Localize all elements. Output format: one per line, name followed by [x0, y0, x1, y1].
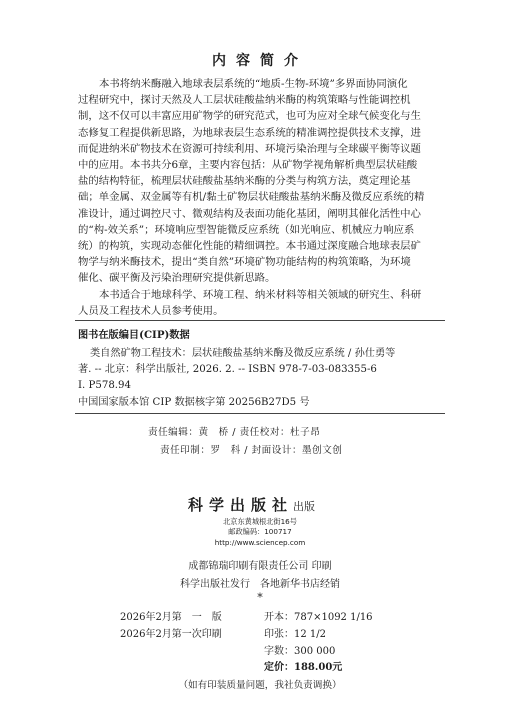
cip-line-isbn: 著. -- 北京：科学出版社, 2026. 2. -- ISBN 978-7-03-083355-6 — [78, 364, 377, 375]
publisher-logo — [188, 494, 315, 515]
intro-line: 人员及工程技术人员参考使用。 — [78, 305, 224, 318]
production-credits: 责任印制：罗 科 / 封面设计：墨创文创 — [160, 445, 343, 456]
intro-line: 统）的构筑，实现动态催化性能的精细调控。本书通过深度融合地球表层矿 — [78, 240, 421, 253]
publisher-suffix: 出版 — [293, 500, 316, 513]
intro-line: 础；单金属、双金属等有机/黏土矿物层状硅酸盐基纳米酶及微反应系统的精 — [78, 191, 425, 204]
intro-line: 而促进纳米矿物技术在资源可持续利用、环境污染治理与全球碳平衡等议题 — [78, 142, 421, 155]
intro-line: 催化、碳平衡及污染治理研究提供新思路。 — [78, 272, 276, 285]
editor-credits: 责任编辑：黄 桥 / 责任校对：杜子昂 — [148, 427, 321, 438]
format-info: 开本：787×1092 1/16 — [264, 612, 373, 623]
intro-paragraph-1 — [78, 76, 442, 287]
intro-line: 盐的结构特征，梳理层状硅酸盐基纳米酶的分类与构筑方法，奠定理论基 — [78, 175, 411, 188]
divider-top — [75, 320, 445, 321]
publisher-name: 科学出版社 — [188, 496, 294, 514]
intro-line: 准设计，通过调控尺寸、微观结构及表面功能化基团，阐明其催化活性中心 — [78, 207, 421, 220]
cip-heading: 图书在版编目(CIP)数据 — [78, 329, 190, 341]
intro-line: 制，这不仅可以丰富应用矿物学的研究范式，也可为应对全球气候变化与生 — [78, 110, 421, 123]
cip-line-number: 中国国家版本馆 CIP 数据核字第 20256B27D5 号 — [78, 397, 310, 408]
quality-note: （如有印装质量问题，我社负责调换） — [178, 680, 342, 691]
publisher-website: http://www.sciencep.com — [214, 538, 306, 547]
distribution-line: 科学出版社发行 各地新华书店经销 — [180, 579, 340, 590]
intro-line: 本书适合于地球科学、环境工程、纳米材料等相关领域的研究生、科研 — [99, 289, 422, 301]
page-title: 内容简介 — [212, 53, 308, 69]
intro-line: 本书将纳米酶融入地球表层系统的“地质-生物-环境”多界面协同演化 — [99, 78, 408, 90]
intro-paragraph-2 — [78, 287, 442, 319]
cip-line-title: 类自然矿物工程技术：层状硅酸盐基纳米酶及微反应系统 / 孙仕勇等 — [90, 348, 396, 359]
divider-bottom — [75, 413, 445, 414]
intro-line: 态修复工程提供新思路，为地球表层生态系统的精准调控提供技术支撑，进 — [78, 126, 421, 139]
cip-line-class: Ⅰ. P578.94 — [78, 380, 132, 391]
word-count: 字数：300 000 — [264, 646, 336, 657]
price: 定价：188.00元 — [264, 662, 343, 673]
intro-line: 物学与纳米酶技术，提出“类自然”环境矿物功能结构的构筑策略，为环境 — [78, 256, 411, 269]
sheets-info: 印张：12 1/2 — [264, 629, 326, 640]
intro-line: 中的应用。本书共分6章，主要内容包括：从矿物学视角解析典型层状硅酸 — [78, 159, 418, 172]
star-separator: * — [257, 591, 263, 604]
edition-date: 2026年2月第 一 版 — [120, 612, 222, 623]
printing-date: 2026年2月第一次印刷 — [120, 629, 222, 640]
intro-line: 的“构-效关系”；环境响应型智能微反应系统（如光响应、机械应力响应系 — [78, 223, 415, 236]
printer-line: 成都锦瑞印刷有限责任公司 印刷 — [188, 561, 332, 572]
publisher-postcode: 邮政编码：100717 — [228, 527, 292, 536]
intro-line: 过程研究中，探讨天然及人工层状硅酸盐纳米酶的构筑策略与性能调控机 — [78, 94, 411, 107]
publisher-address: 北京东黄城根北街16号 — [223, 517, 297, 526]
